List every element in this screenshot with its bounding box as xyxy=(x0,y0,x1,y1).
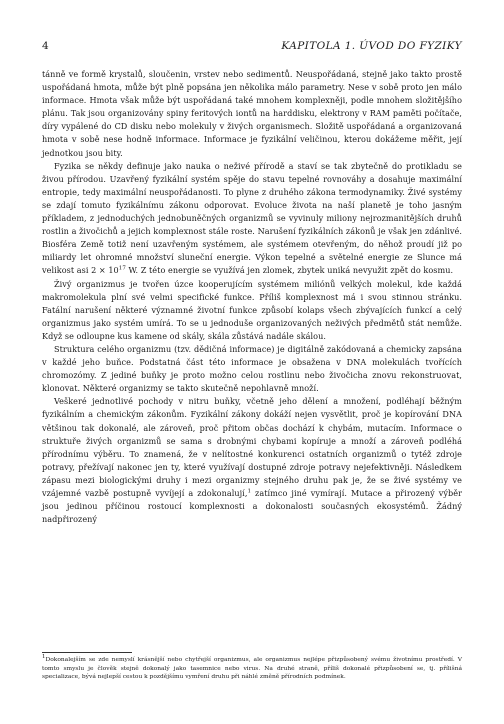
paragraph-3: Živý organizmus je tvořen úzce kooperujícím systémem miliónů velkých molekul, kde každá makromolekula plní své velmi specifické funkce. Příliš komplexnost má i svou stinnou stránku. Fatální narušení některé významné životní funkce způsobí kolaps všech zbývajících funkcí a celý organizmus jako systém umírá. To se u jednoduše organizovaných neživých předmětů stát nemůže. Když se odloupne kus kamene od skály, skála zůstává nadále skálou. xyxy=(42,278,462,341)
running-title: KAPITOLA 1. ÚVOD DO FYZIKY xyxy=(281,40,462,52)
exponent: 17 xyxy=(118,265,126,272)
paragraph-2-rest: W. Z této energie se využívá jen zlomek, zbytek uniká nevyužit zpět do kosmu. xyxy=(125,265,454,276)
paragraph-5 xyxy=(42,395,462,526)
paragraph-5-text: Veškeré jednotlivé pochody v nitru buňky, včetně jeho dělení a množení, podléhají běžným fyzikálním a chemickým zákonům. Fyzikální zákony dokáží nejen vysvětlit, proč je kopírování DNA většinou tak dokonalé, ale zároveň, proč přitom občas dochází k chybám, mutacím. Informace o struktuře živých organizmů se sama s drobnými chybami kopíruje a množí a zároveň podléhá přírodnímu výběru. To znamená, že v nelítostné konkurenci ostatních organizmů o tytéž zdroje potravy, přežívají nakonec jen ty, které využívají dostupné zdroje potravy nejefektivněji. Následkem zápasu mezi biologickými druhy i mezi organizmy stejného druhu pak je, že se živé systémy ve vzájemné vazbě postupně vyvíjejí a zdokonalují, xyxy=(42,396,462,498)
footnote-area xyxy=(42,652,462,682)
paragraph-2 xyxy=(42,160,462,278)
footnote-mark: 1 xyxy=(42,654,46,661)
footnote-text: Dokonalejším se zde nemyslí krásnější nebo chytřejší organizmus, ale organizmus nejlépe přizpůsobený svému životnímu prostředí. V tomto smyslu je člověk stejně dokonalý jako tasemnice nebo virus. Na druhé straně, příliš dokonalé přizpůsobení se, tj. přílišná specializace, bývá nejlepší cestou k pozdějšímu vymření druhu při náhlé změně přírodních podmínek. xyxy=(42,657,462,681)
footnote-rule xyxy=(42,652,132,653)
page-number: 4 xyxy=(42,40,49,52)
page-header xyxy=(42,40,462,52)
body-text xyxy=(42,68,462,526)
page xyxy=(42,40,462,526)
paragraph-2-text: Fyzika se někdy definuje jako nauka o neživé přírodě a staví se tak zbytečně do protikladu se živou přírodou. Uzavřený fyzikální systém spěje do stavu tepelné rovnováhy a dosahuje maximální entropie, tedy maximální neuspořádanosti. To plyne z druhého zákona termodynamiky. Živé systémy se zdají tomuto fyzikálnímu zákonu odporovat. Evoluce života na naší planetě je toho jasným příkladem, z jednoduchých jednobuněčných organizmů se vyvinuly miliony nejrozmanitějších druhů rostlin a živočichů a jejich komplexnost stále roste. Narušení fyzikálních zákonů je však jen zdánlivé. Biosféra Země totiž není uzavřeným systémem, ale systémem otevřeným, do něhož proudí již po miliardy let ohromné množství sluneční energie. Výkon tepelné a světelné energie ze Slunce má velikost asi 2 × 10 xyxy=(42,160,462,276)
paragraph-4: Struktura celého organizmu (tzv. dědičná informace) je digitálně zakódovaná a chemicky zapsána v každé jeho buňce. Podstatná část této informace je obsažena v DNA molekulách tvořících chromozómy. Z jediné buňky je proto možno celou rostlinu nebo živočicha znovu rekonstruovat, klonovat. Některé organizmy se takto skutečně nepohlavně množí. xyxy=(42,343,462,394)
footnote-reference[interactable]: 1 xyxy=(247,488,252,495)
footnote-1 xyxy=(42,656,462,682)
paragraph-5-rest: zatímco jiné vymírají. Mutace a přirozený výběr jsou jedinou příčinou rostoucí komplexnosti a dokonalosti současných ekosystémů. Žádný nadpřirozený xyxy=(42,488,462,525)
paragraph-1: tánně ve formě krystalů, sloučenin, vrstev nebo sedimentů. Neuspořádaná, stejně jako takto prostě uspořádaná hmota, může být plně popsána jen několika málo parametry. Nese v sobě proto jen málo informace. Hmota však může být uspořádaná také mnohem komplexněji, podle mnohem složitějšího plánu. Tak jsou organizovány spiny feritových iontů na harddisku, elektrony v RAM paměti počítače, díry vypálené do CD disku nebo molekuly v živých organismech. Složitě uspořádaná a organizovaná hmota v sobě nese hodně informace. Informace je fyzikální veličinou, kterou dokážeme měřit, její jednotkou jsou bity. xyxy=(42,69,462,158)
